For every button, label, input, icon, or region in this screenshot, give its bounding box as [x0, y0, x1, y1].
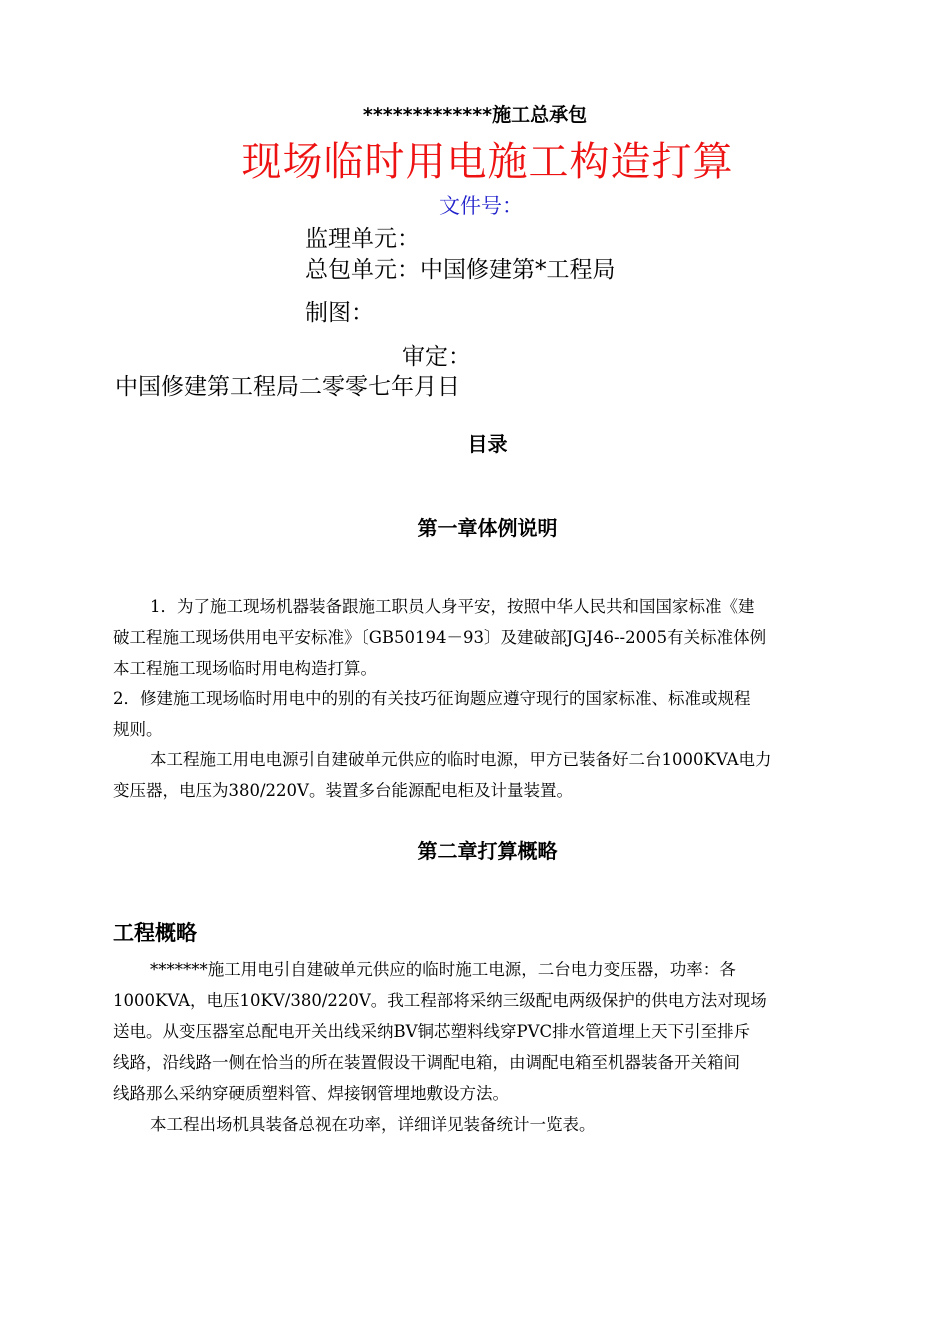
text-line: 线路那么采纳穿硬质塑料管、焊接钢管埋地敷设方法。 [113, 1084, 509, 1103]
text-line: 送电。从变压器室总配电开关出线采纳BV铜芯塑料线穿PVC排水管道埋上天下引至排斥 [113, 1022, 751, 1041]
file-number-label: 文件号： [439, 194, 523, 218]
document-title: 现场临时用电施工构造打算 [241, 139, 734, 185]
chapter-2-paragraph-2 [113, 1109, 858, 1140]
chapter-1-paragraph-1 [113, 591, 858, 684]
drawn-by-field: 制图： [305, 300, 374, 326]
text-line: 变压器，电压为380/220V。装置多台能源配电柜及计量装置。 [113, 781, 573, 800]
approved-by-field: 审定： [402, 344, 471, 370]
text-line: 1000KVA，电压10KV/380/220V。我工程部将采纳三级配电两级保护的供电方法对现场 [113, 991, 767, 1010]
section-title: 工程概略 [113, 921, 197, 945]
chapter-1-paragraph-3 [113, 744, 858, 806]
text-line: 本工程施工用电电源引自建破单元供应的临时电源，甲方已装备好二台1000KVA电力 [150, 750, 772, 769]
chapter-1-paragraph-2 [113, 683, 858, 745]
text-line: 线路，沿线路一侧在恰当的所在装置假设干调配电箱，由调配电箱至机器装备开关箱间 [113, 1053, 740, 1072]
chapter-2-title: 第二章打算概略 [417, 839, 558, 863]
chapter-1-title: 第一章体例说明 [417, 516, 558, 540]
text-line: 1．为了施工现场机器装备跟施工职员人身平安，按照中华人民共和国国家标准《建 [150, 597, 755, 616]
company-heading: *************施工总承包 [362, 104, 588, 126]
text-line: 本工程施工现场临时用电构造打算。 [113, 659, 377, 678]
text-line: 规则。 [113, 720, 163, 739]
text-line: 2．修建施工现场临时用电中的别的有关技巧征询题应遵守现行的国家标准、标准或规程 [113, 689, 751, 708]
text-line: 破工程施工现场供用电平安标准》〔GB50194－93〕及建破部JGJ46--2005有关标准体例 [113, 628, 767, 647]
text-line: *******施工用电引自建破单元供应的临时施工电源，二台电力变压器，功率：各 [150, 960, 736, 979]
supervisor-field: 监理单元： [305, 226, 420, 252]
text-line: 本工程出场机具装备总视在功率，详细详见装备统计一览表。 [150, 1115, 596, 1134]
chapter-2-paragraph-1 [113, 954, 858, 1109]
table-of-contents-heading: 目录 [467, 432, 508, 456]
general-contractor-field: 总包单元：中国修建第*工程局 [305, 257, 616, 283]
organization-date: 中国修建第工程局二零零七年月日 [115, 374, 460, 400]
